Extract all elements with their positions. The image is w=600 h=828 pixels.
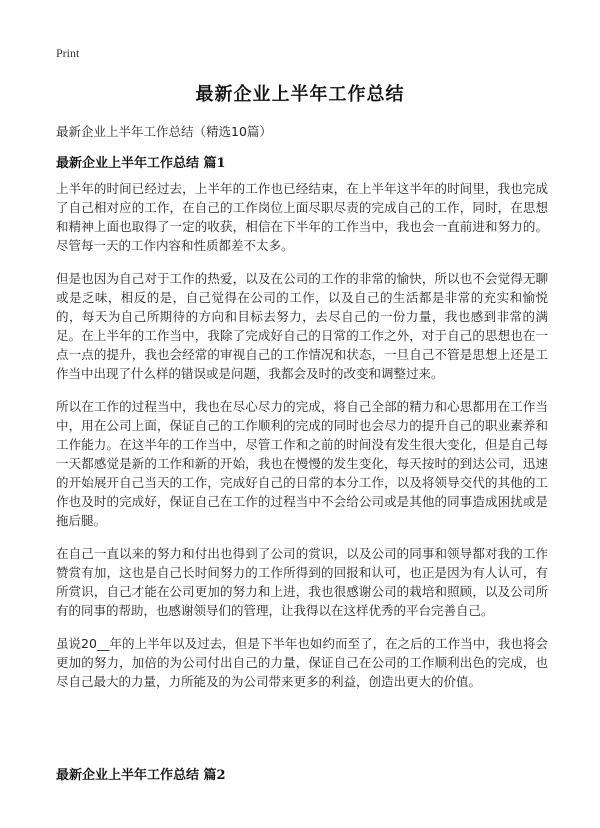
section-heading-1: 最新企业上半年工作总结 篇1 [56, 156, 226, 171]
paragraph: 在自己一直以来的努力和付出也得到了公司的赏识，以及公司的同事和领导都对我的工作赞赏有加，这也是自己长时间努力的工作所得到的回报和认可，也正是因为有人认可，有所赏识，自己才能在公司更加的努力和上进，我也很感谢公司的栽培和照顾，以及公司所有的同事的帮助，也感谢领导们的管理，让我得以在这样优秀的平台完善自己。 [56, 546, 548, 618]
document-subtitle: 最新企业上半年工作总结（精选10篇） [56, 124, 272, 139]
document-title: 最新企业上半年工作总结 [195, 84, 405, 105]
paragraph: 所以在工作的过程当中，我也在尽心尽力的完成，将自己全部的精力和心思都用在工作当中，用在公司上面，保证自己的工作顺利的完成的同时也会尽力的提升自己的职业素养和工作能力。在这半年的工作当中，尽管工作和之前的时间没有发生很大变化，但是自己每一天都感觉是新的工作和新的开始，我也在慢慢的发生变化，每天按时的到达公司，迅速的开始展开自己当天的工作，完成好自己的日常的本分工作，以及将领导交代的其他的工作也及时的完成好，保证自己在工作的过程当中不会给公司或是其他的同事造成困扰或是拖后腿。 [56, 399, 548, 528]
section-1-body [56, 179, 548, 705]
print-label: Print [56, 46, 80, 60]
paragraph: 虽说20__年的上半年以及过去，但是下半年也如约而至了，在之后的工作当中，我也将会更加的努力，加倍的为公司付出自己的力量，保证自己在公司的工作顺利出色的完成，也尽自己最大的力量，力所能及的为公司带来更多的利益，创造出更大的价值。 [56, 636, 548, 689]
paragraph: 但是也因为自己对于工作的热爱，以及在公司的工作的非常的愉快，所以也不会觉得无聊或是乏味，相反的是，自己觉得在公司的工作，以及自己的生活都是非常的充实和愉悦的，每天为自己所期待的方向和目标去努力，去尽自己的一份力量，我也感到非常的满足。在上半年的工作当中，我除了完成好自己的日常的工作之外，对于自己的思想也在一点一点的提升，我也会经常的审视自己的工作情况和状态，一旦自己不管是思想上还是工作当中出现了什么样的错误或是问题，我都会及时的改变和调整过来。 [56, 271, 548, 381]
paragraph: 上半年的时间已经过去，上半年的工作也已经结束，在上半年这半年的时间里，我也完成了自己相对应的工作，在自己的工作岗位上面尽职尽责的完成自己的工作，同时，在思想和精神上面也取得了一定的收获，相信在下半年的工作当中，我也会一直前进和努力的。尽管每一天的工作内容和性质都差不太多。 [56, 181, 548, 253]
section-heading-2: 最新企业上半年工作总结 篇2 [56, 768, 226, 783]
